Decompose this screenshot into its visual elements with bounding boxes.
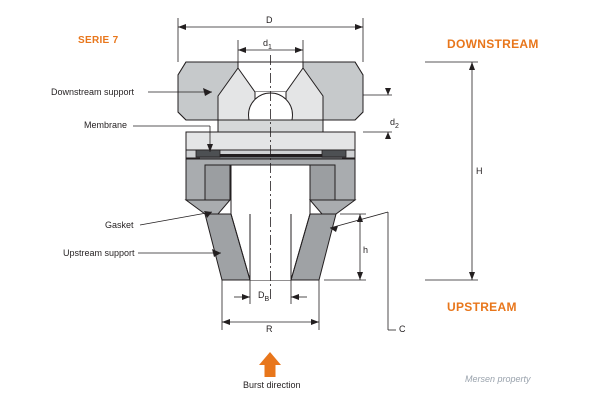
dim-D: D — [266, 15, 273, 25]
upstream-label: UPSTREAM — [447, 300, 517, 314]
burst-direction-caption: Burst direction — [243, 380, 301, 390]
watermark-text: Mersen property — [465, 374, 531, 384]
series-tag: SERIE 7 — [78, 35, 119, 46]
dim-H: H — [476, 166, 483, 176]
label-upstream-support: Upstream support — [63, 248, 135, 258]
membrane-shape — [200, 154, 342, 159]
dim-R: R — [266, 324, 273, 334]
downstream-label: DOWNSTREAM — [447, 37, 539, 51]
label-membrane: Membrane — [84, 120, 128, 130]
dim-C: C — [399, 324, 406, 334]
burst-direction-arrow — [259, 352, 281, 377]
dim-DB: $D_B$ — [258, 290, 270, 303]
label-gasket: Gasket — [105, 220, 134, 230]
dim-d2: $d_2$ — [390, 117, 399, 130]
label-downstream-support: Downstream support — [51, 87, 135, 97]
dim-h: h — [363, 245, 369, 255]
dim-d1: $d_1$ — [263, 38, 272, 51]
